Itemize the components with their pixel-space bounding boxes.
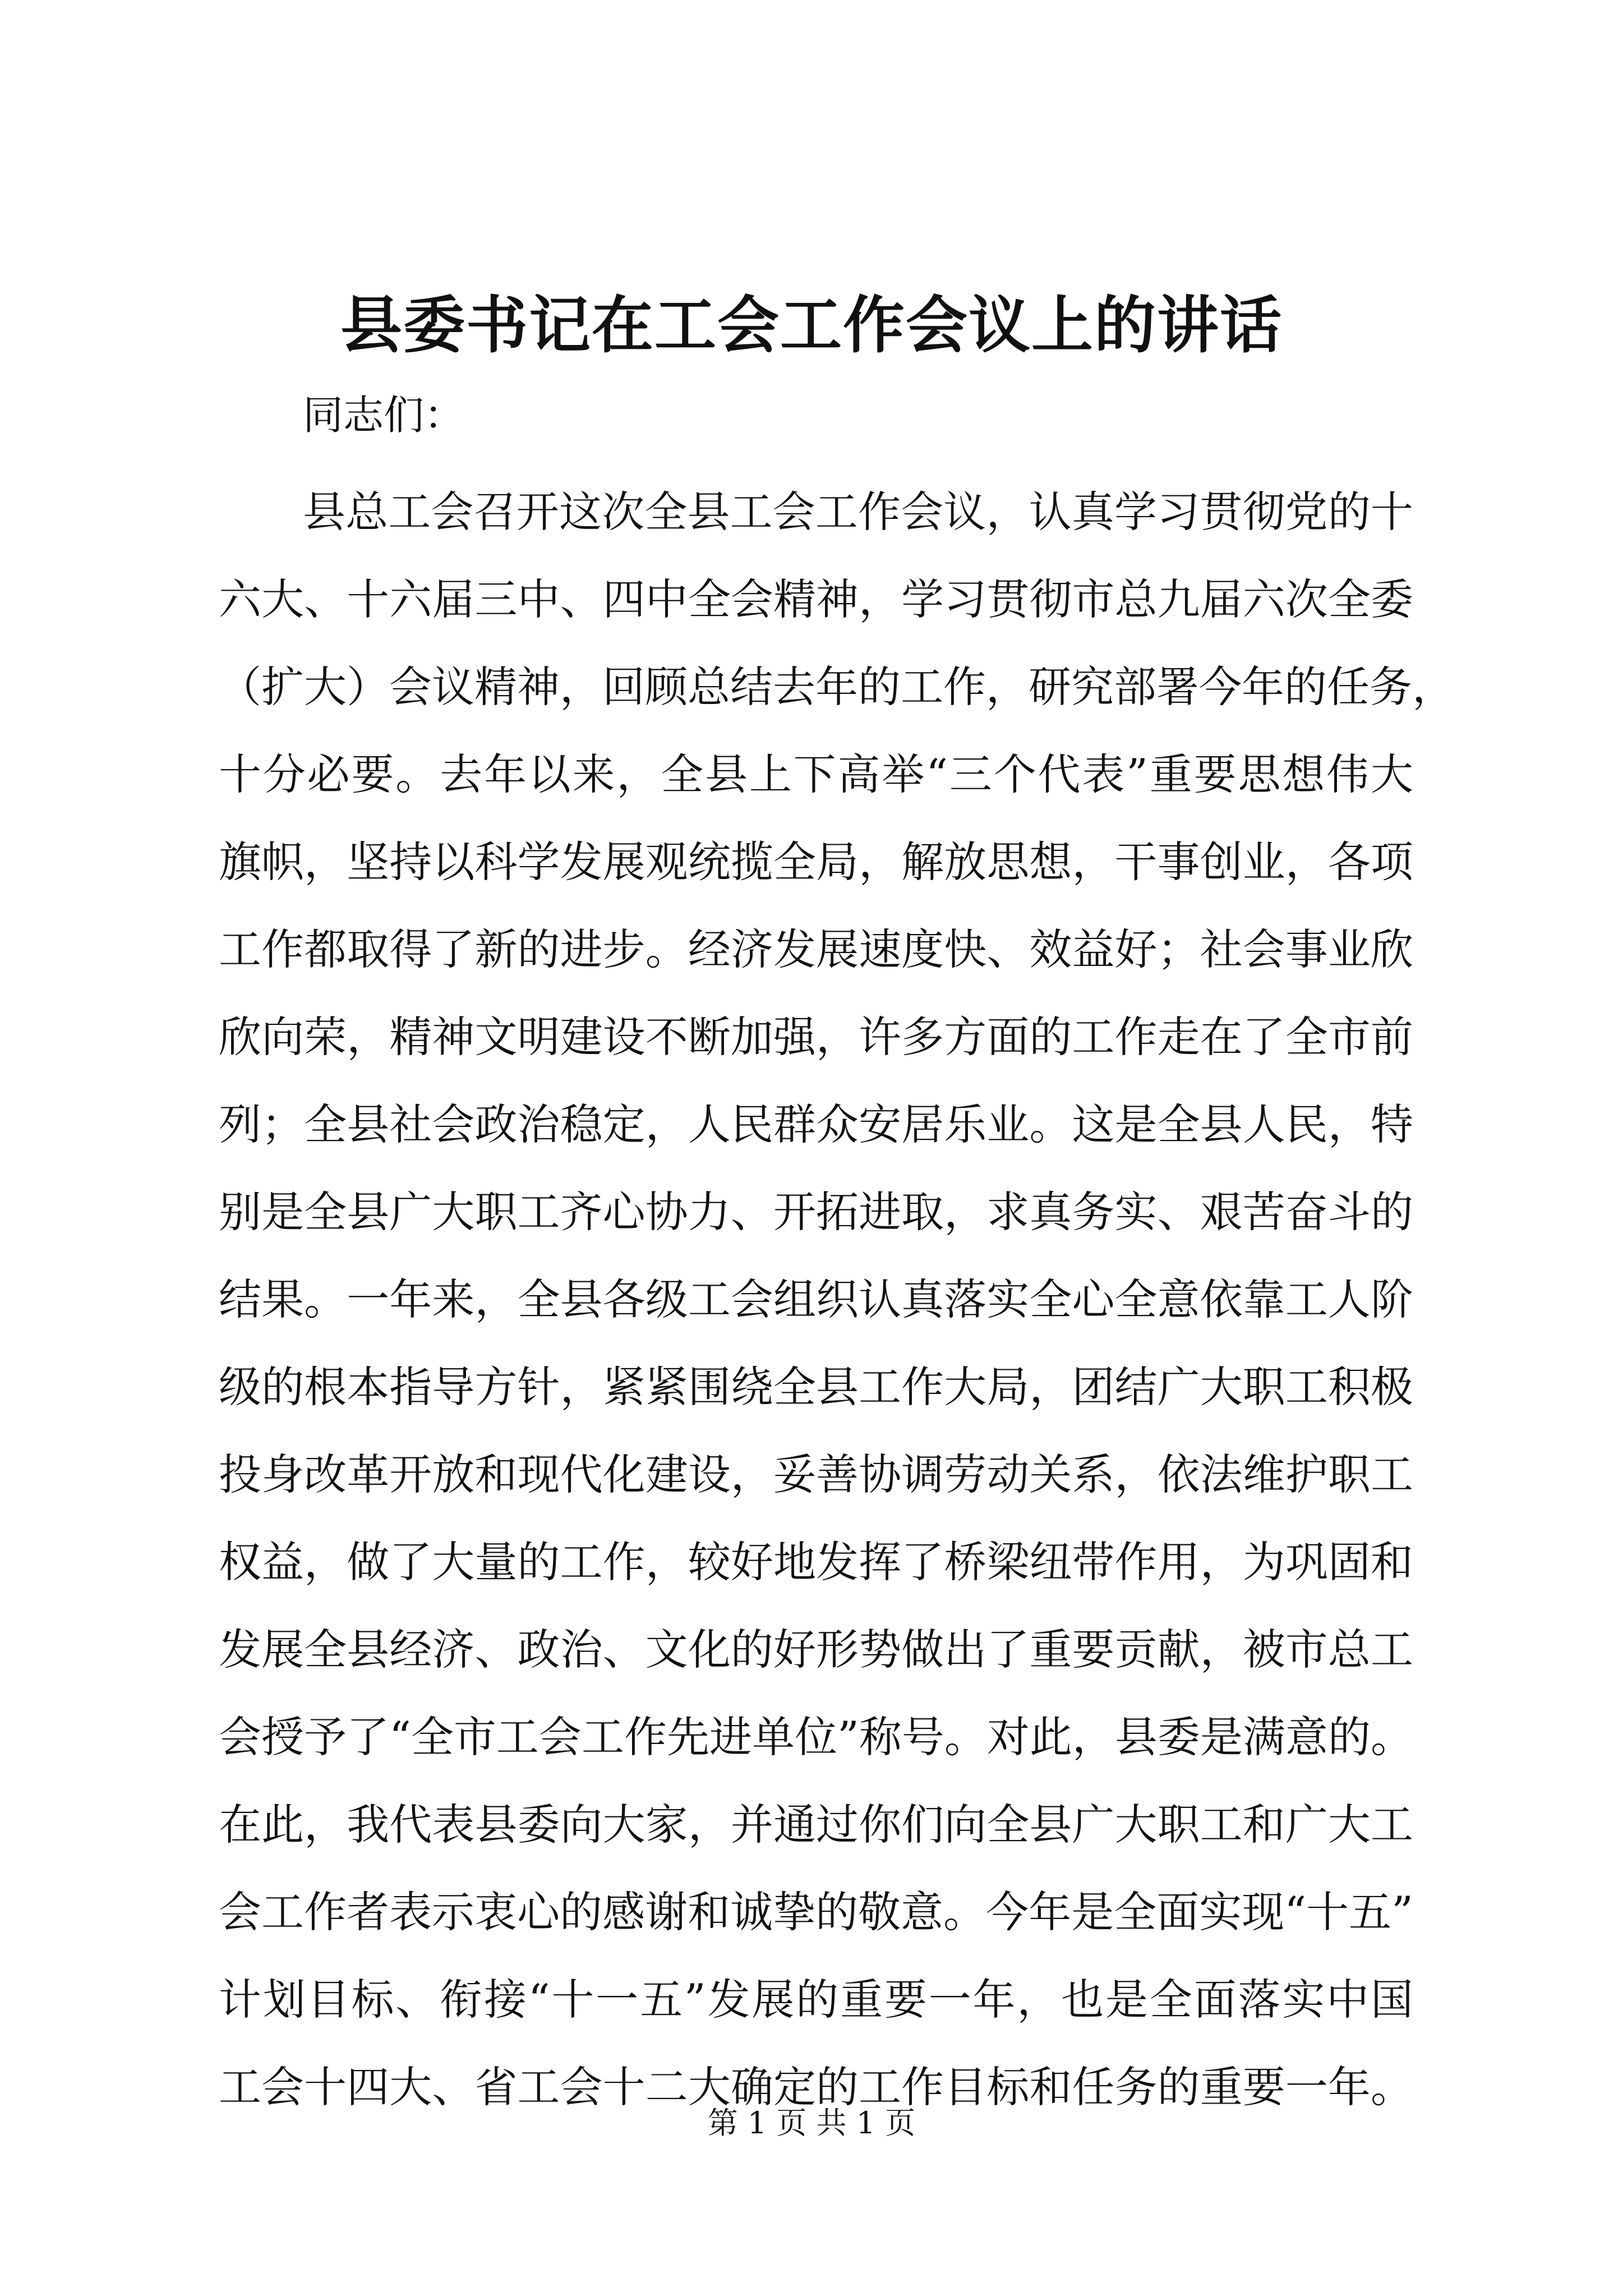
body-line: 投身改革开放和现代化建设，妥善协调劳动关系，依法维护职工 bbox=[219, 1450, 1413, 1499]
document-title: 县委书记在工会工作会议上的讲话 bbox=[340, 289, 1283, 361]
body-line: 别是全县广大职工齐心协力、开拓进取，求真务实、艰苦奋斗的 bbox=[219, 1187, 1413, 1237]
body-line: 工作都取得了新的进步。经济发展速度快、效益好；社会事业欣 bbox=[219, 924, 1413, 974]
body-line: 会工作者表示衷心的感谢和诚挚的敬意。今年是全面实现“十五” bbox=[219, 1887, 1413, 1937]
body-line: 县总工会召开这次全县工会工作会议，认真学习贯彻党的十 bbox=[303, 487, 1413, 537]
body-line: 六大、十六届三中、四中全会精神，学习贯彻市总九届六次全委 bbox=[219, 574, 1413, 624]
salutation: 同志们： bbox=[303, 392, 465, 439]
body-line: （扩大）会议精神，回顾总结去年的工作，研究部署今年的任务， bbox=[219, 662, 1455, 712]
body-line: 结果。一年来，全县各级工会组织认真落实全心全意依靠工人阶 bbox=[219, 1274, 1413, 1324]
body-line: 列；全县社会政治稳定，人民群众安居乐业。这是全县人民，特 bbox=[219, 1099, 1413, 1149]
body-line: 工会十四大、省工会十二大确定的工作目标和任务的重要一年。 bbox=[219, 2062, 1413, 2112]
body-paragraph bbox=[219, 468, 1455, 2131]
body-line: 在此，我代表县委向大家，并通过你们向全县广大职工和广大工 bbox=[219, 1800, 1413, 1849]
body-line: 计划目标、衔接“十一五”发展的重要一年，也是全面落实中国 bbox=[219, 1975, 1413, 2024]
body-line: 旗帜，坚持以科学发展观统揽全局，解放思想，干事创业，各项 bbox=[219, 837, 1413, 887]
body-line: 发展全县经济、政治、文化的好形势做出了重要贡献，被市总工 bbox=[219, 1625, 1413, 1674]
body-line: 欣向荣，精神文明建设不断加强，许多方面的工作走在了全市前 bbox=[219, 1012, 1413, 1062]
body-line: 权益，做了大量的工作，较好地发挥了桥梁纽带作用，为巩固和 bbox=[219, 1537, 1413, 1587]
body-line: 会授予了“全市工会工作先进单位”称号。对此，县委是满意的。 bbox=[219, 1712, 1413, 1762]
page-number-footer: 第 1 页 共 1 页 bbox=[707, 2105, 916, 2141]
body-line: 十分必要。去年以来，全县上下高举“三个代表”重要思想伟大 bbox=[219, 749, 1413, 799]
body-line: 级的根本指导方针，紧紧围绕全县工作大局，团结广大职工积极 bbox=[219, 1362, 1413, 1412]
